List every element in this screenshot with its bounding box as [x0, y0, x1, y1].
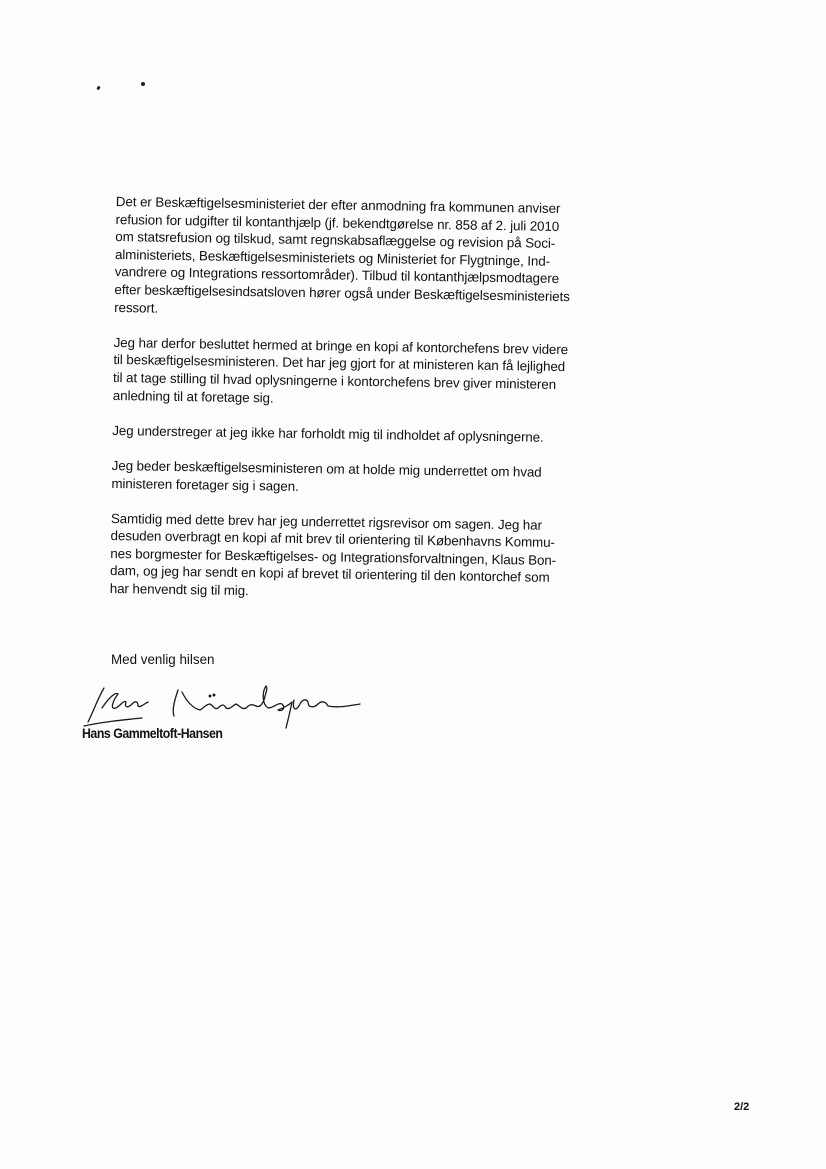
text-line: desuden overbragt en kopi af mit brev til orientering til Københavns Kommu-: [110, 528, 555, 551]
scan-speck: [141, 82, 145, 86]
closing-salutation: Med venlig hilsen: [111, 652, 215, 667]
letter-body: [109, 193, 596, 623]
text-line: alministeriets, Beskæftigelsesministeriets og Ministeriet for Flygtninge, Ind-: [114, 246, 551, 269]
text-line: ministeren foretager sig i sagen.: [111, 475, 299, 494]
paragraph-samtidig: [110, 510, 591, 605]
text-line: Jeg beder beskæftigelsesministeren om at holde mig underrettet om hvad: [111, 457, 542, 480]
scan-speck: [96, 86, 101, 91]
text-line: nes borgmester for Beskæftigelses- og Integrationsforvaltningen, Klaus Bon-: [110, 545, 557, 568]
text-line: ressort.: [114, 299, 159, 316]
paragraph-kopi: [113, 334, 594, 412]
text-line: efter beskæftigelsesindsatsloven hører også under Beskæftigelsesministeriets: [114, 281, 570, 305]
paragraph-refusion: [114, 193, 596, 324]
text-line: har henvendt sig til mig.: [109, 581, 249, 599]
text-line: Samtidig med dette brev har jeg underrettet rigsrevisor om sagen. Jeg har: [110, 510, 543, 533]
text-line: til at tage stilling til hvad oplysningerne i kontorchefens brev giver ministeren: [112, 369, 557, 392]
text-line: vandrere og Integrations ressortområder). Tilbud til kontanthjælpsmodtagere: [114, 264, 560, 287]
page-number: 2/2: [734, 1101, 750, 1113]
text-line: til beskæftigelsesministeren. Det har jeg gjort for at ministeren kan få lejlighed: [113, 352, 566, 375]
text-line: Jeg understreger at jeg ikke har forholdt mig til indholdet af oplysningerne.: [112, 422, 544, 445]
text-line: Det er Beskæftigelsesministeriet der efter anmodning fra kommunen anviser: [115, 193, 561, 216]
paragraph-understreger: [112, 422, 592, 447]
text-line: dam, og jeg har sendt en kopi af brevet til orientering til den kontorchef som: [109, 563, 550, 586]
text-line: refusion for udgifter til kontanthjælp (jf. bekendtgørelse nr. 858 af 2. juli 2010: [115, 211, 560, 234]
text-line: Jeg har derfor besluttet hermed at bringe en kopi af kontorchefens brev videre: [113, 334, 569, 357]
signatory-name: Hans Gammeltoft-Hansen: [82, 726, 223, 741]
paragraph-underrettet: [111, 457, 591, 500]
text-line: om statsrefusion og tilskud, samt regnskabsaflæggelse og revision på Soci-: [115, 229, 556, 252]
text-line: anledning til at foretage sig.: [112, 387, 274, 406]
